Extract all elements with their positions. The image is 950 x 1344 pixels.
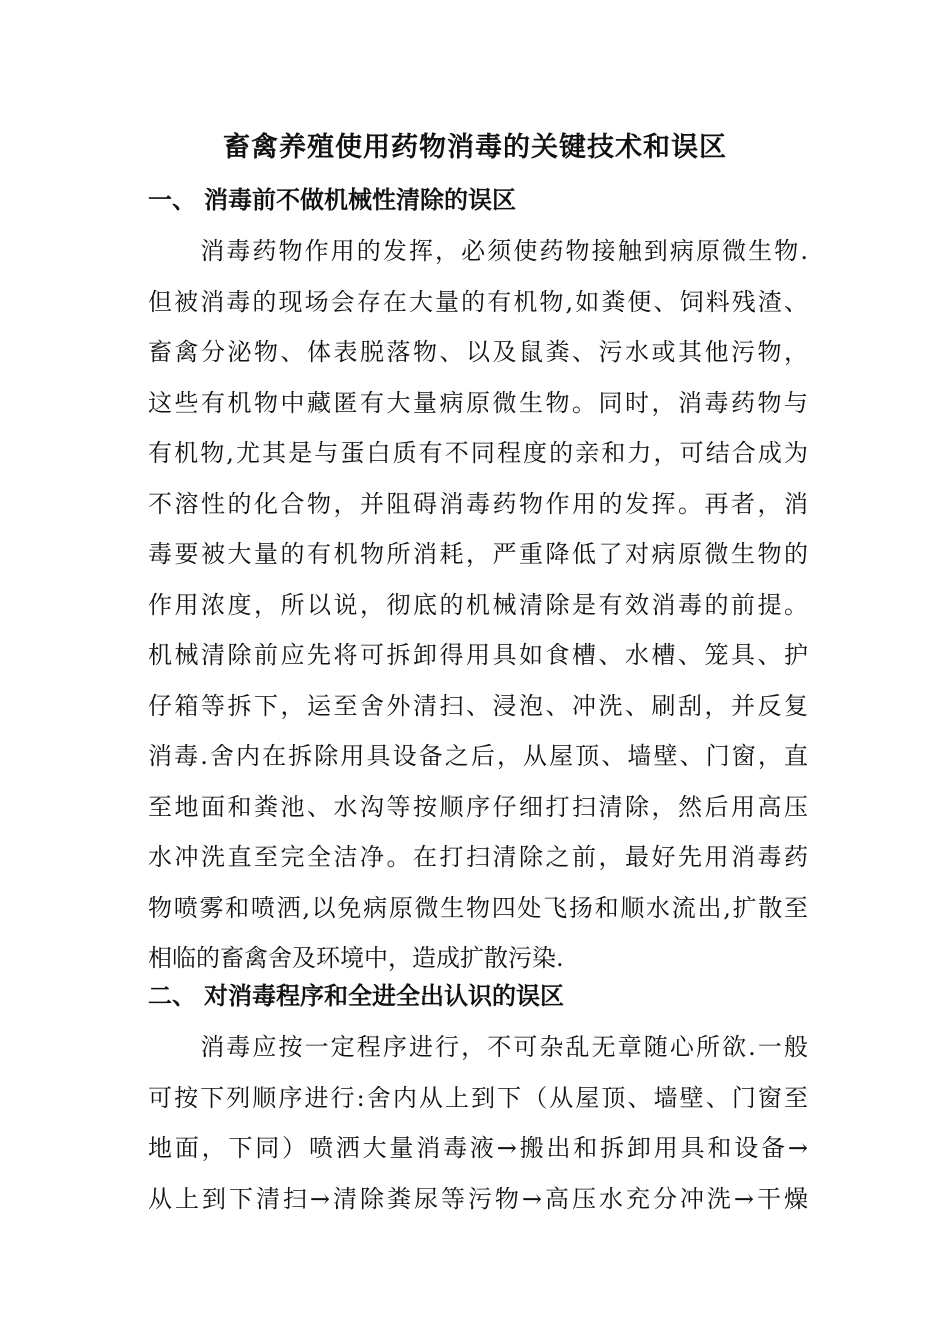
section-2-heading-text: 对消毒程序和全进全出认识的误区: [204, 982, 564, 1010]
text-line: 作用浓度，所以说，彻底的机械清除是有效消毒的前提。: [148, 590, 808, 619]
text-line: 相临的畜禽舍及环境中，造成扩散污染.: [148, 944, 564, 972]
section-1-number: 一、: [148, 186, 196, 214]
text-line: 机械清除前应先将可拆卸得用具如食槽、水槽、笼具、护: [148, 641, 808, 669]
text-line: 至地面和粪池、水沟等按顺序仔细打扫清除，然后用高压: [148, 792, 808, 821]
text-line: 有机物,尤其是与蛋白质有不同程度的亲和力，可结合成为: [148, 439, 808, 467]
section-1-heading-text: 消毒前不做机械性清除的误区: [204, 186, 516, 214]
section-2-number: 二、: [148, 982, 196, 1010]
section-1-paragraph: [148, 226, 808, 984]
section-1-heading: [148, 180, 828, 220]
text-line: 水冲洗直至完全洁净。在打扫清除之前，最好先用消毒药: [148, 843, 808, 871]
text-line: 物喷雾和喷洒,以免病原微生物四处飞扬和顺水流出,扩散至: [148, 893, 808, 922]
document-title: 畜禽养殖使用药物消毒的关键技术和误区: [223, 132, 727, 163]
text-line: 但被消毒的现场会存在大量的有机物,如粪便、饲料残渣、: [148, 287, 808, 316]
text-line: 畜禽分泌物、体表脱落物、以及鼠粪、污水或其他污物，: [148, 338, 808, 366]
text-line: 消毒应按一定程序进行，不可杂乱无章随心所欲.一般: [148, 1033, 808, 1061]
text-line: 从上到下清扫→清除粪尿等污物→高压水充分冲洗→干燥: [148, 1184, 808, 1213]
text-line: 不溶性的化合物，并阻碍消毒药物作用的发挥。再者，消: [148, 489, 808, 518]
text-line: 这些有机物中藏匿有大量病原微生物。同时，消毒药物与: [148, 388, 808, 417]
section-2-paragraph: [148, 1022, 808, 1224]
section-2-heading: [148, 976, 828, 1016]
text-line: 毒要被大量的有机物所消耗，严重降低了对病原微生物的: [148, 540, 808, 568]
text-line: 地面，下同）喷洒大量消毒液→搬出和拆卸用具和设备→: [148, 1134, 808, 1162]
text-line: 消毒药物作用的发挥，必须使药物接触到病原微生物.: [148, 237, 808, 265]
text-line: 可按下列顺序进行:舍内从上到下（从屋顶、墙壁、门窗至: [148, 1083, 808, 1112]
text-line: 仔箱等拆下，运至舍外清扫、浸泡、冲洗、刷刮，并反复: [148, 691, 808, 720]
text-line: 消毒.舍内在拆除用具设备之后，从屋顶、墙壁、门窗，直: [148, 742, 808, 770]
